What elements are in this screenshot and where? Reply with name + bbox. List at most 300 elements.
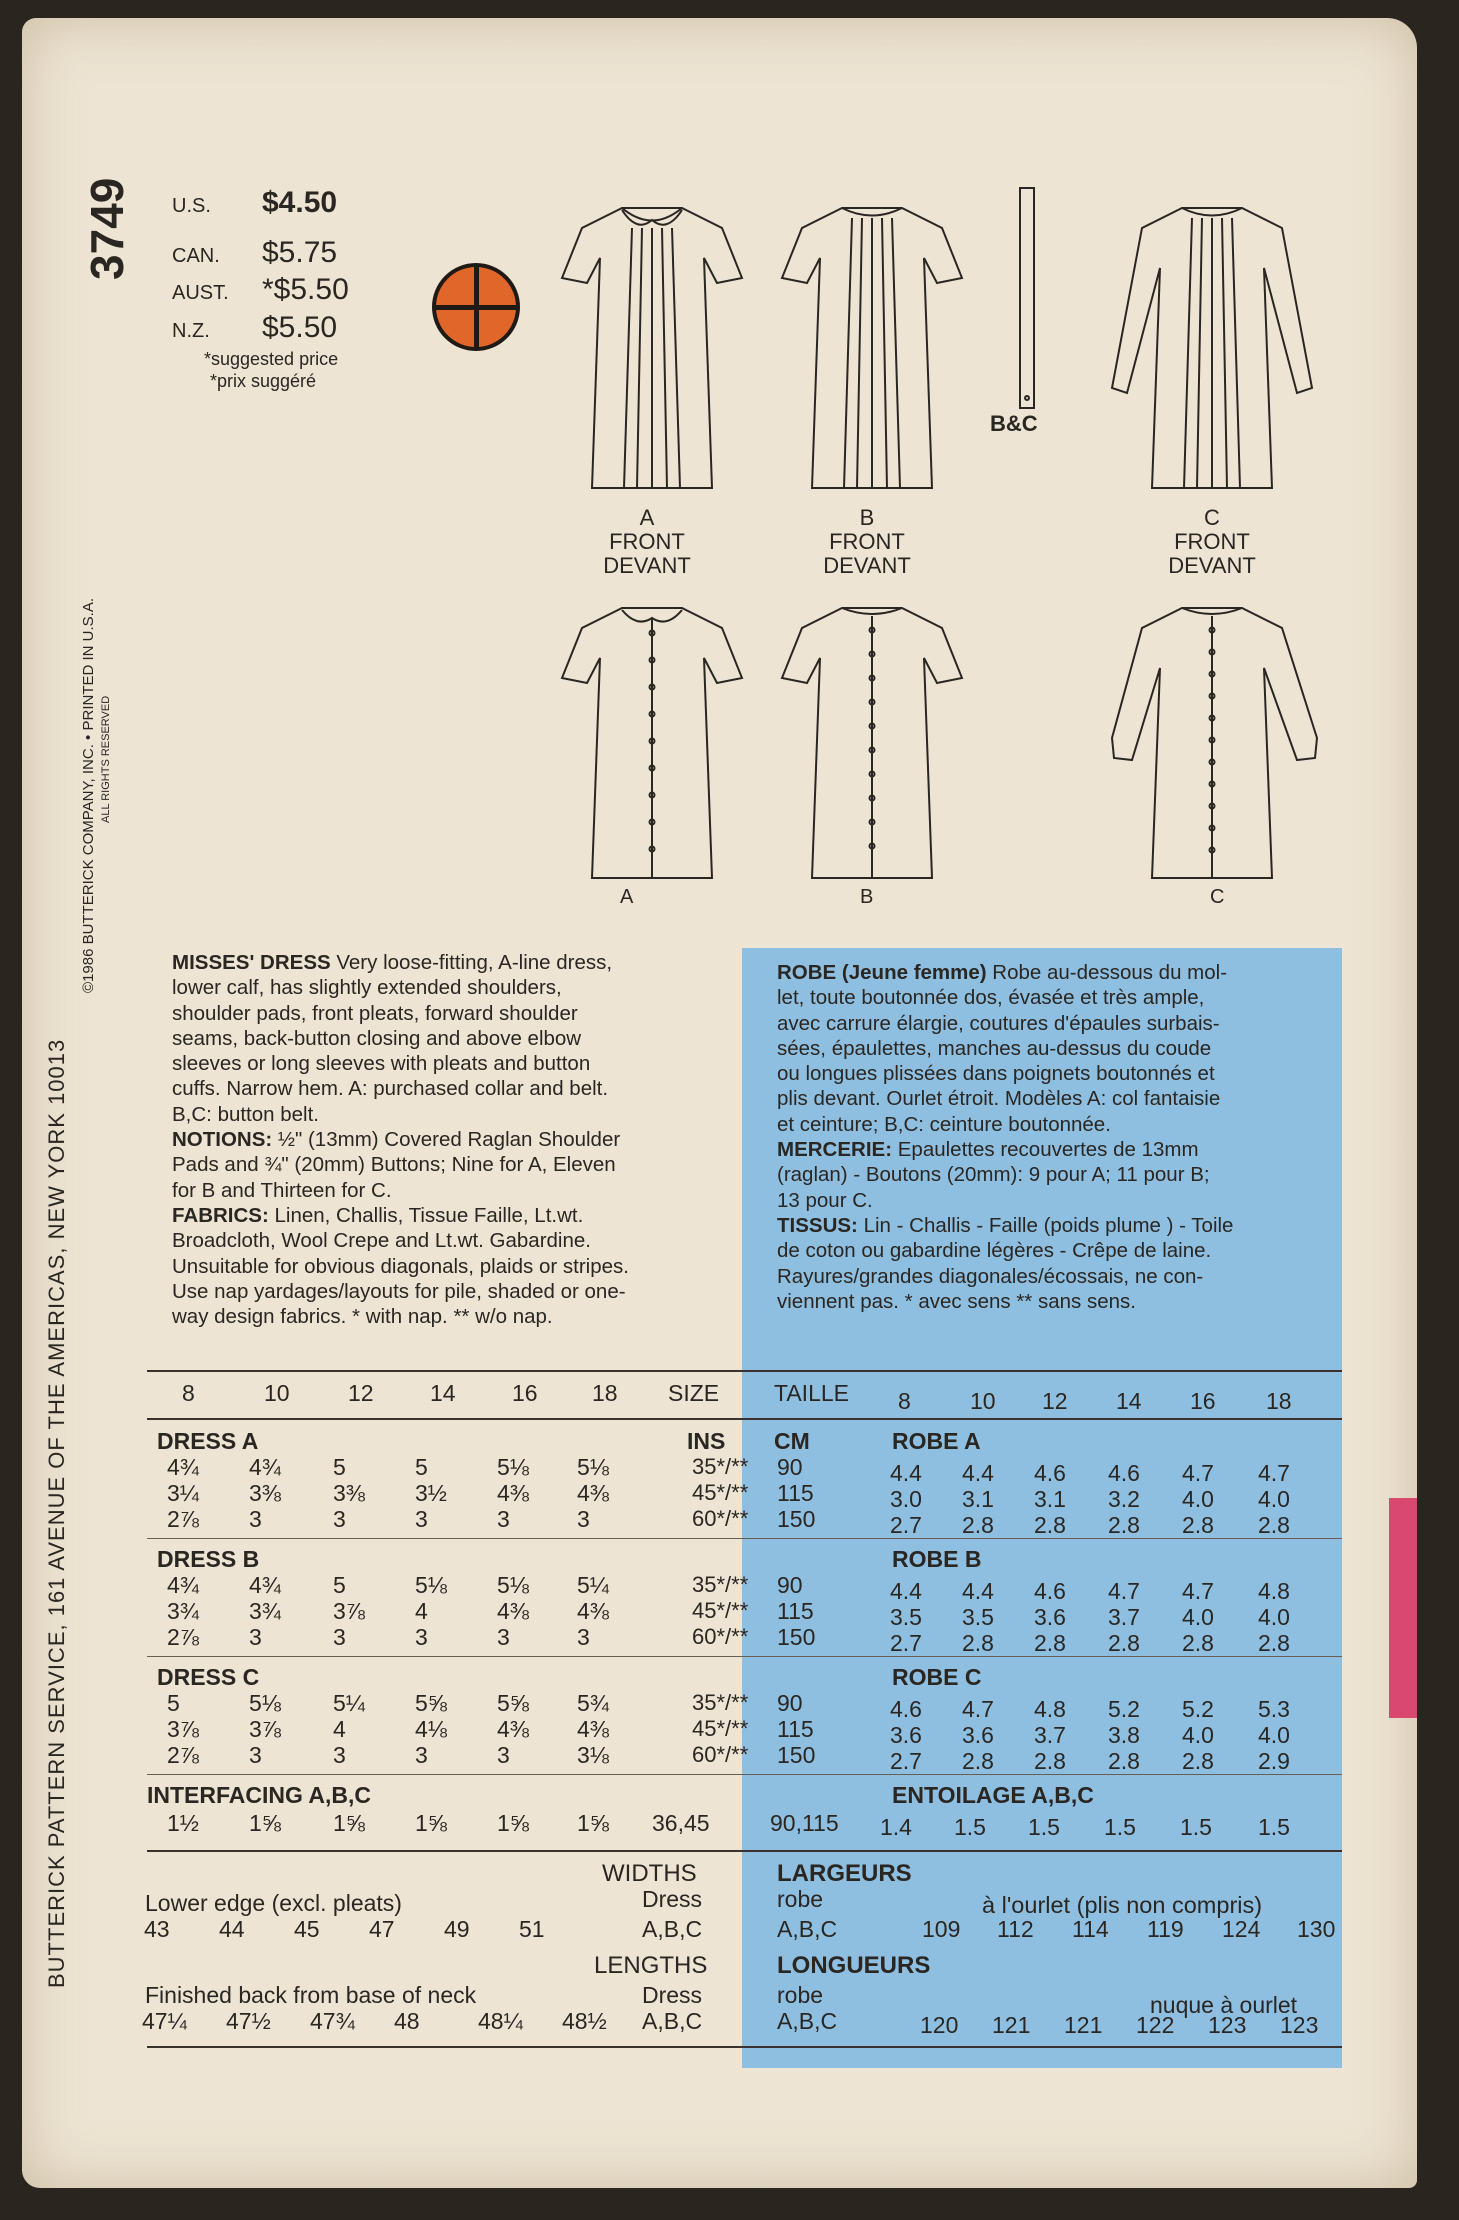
size-header-us: 18 [592, 1380, 618, 1406]
table-cell-fr: 1.5 [1258, 1814, 1290, 1840]
pattern-envelope-back [22, 18, 1417, 2188]
description-line [777, 1036, 1233, 1061]
side-copyright-text: ©1986 BUTTERICK COMPANY, INC. • PRINTED IN U.S.A. [80, 598, 97, 993]
taille-label: TAILLE [774, 1380, 849, 1406]
interfacing-title-fr: ENTOILAGE A,B,C [892, 1782, 1094, 1808]
table-cell-ins: 35*/** [692, 1690, 749, 1715]
price-us [172, 186, 337, 220]
belt-sketch [1012, 183, 1042, 423]
table-cell-us: 4⅜ [497, 1480, 529, 1506]
table-cell-us: 3 [577, 1624, 590, 1650]
table-rule [147, 1418, 1342, 1420]
table-cell-cm: 90 [777, 1454, 803, 1480]
description-line [172, 1001, 629, 1026]
table-cell-fr: 4.4 [962, 1460, 994, 1486]
table-cell-fr: 4.0 [1182, 1604, 1214, 1630]
table-cell-us: 5¾ [577, 1690, 609, 1716]
lengths-dress-fr: robe [777, 1982, 824, 2008]
table-cell-us: 3 [249, 1742, 262, 1768]
table-cell-us: 44 [219, 1916, 245, 1942]
view-letter: A [639, 505, 655, 530]
table-cell-fr: 2.8 [1258, 1630, 1290, 1656]
table-cell-us: 5⅛ [497, 1572, 529, 1598]
table-cell-us: 3¾ [249, 1598, 281, 1624]
table-cell-fr: 4.6 [1108, 1460, 1140, 1486]
section-title-en: DRESS A [157, 1428, 259, 1454]
table-cell-us: 48 [394, 2008, 420, 2034]
table-cell-us: 4 [333, 1716, 346, 1742]
view-a-front-label [567, 506, 727, 578]
widths-label-en: Lower edge (excl. pleats) [145, 1890, 402, 1916]
table-cell-fr: 2.8 [1034, 1630, 1066, 1656]
table-cell-us: 51 [519, 1916, 545, 1942]
description-line [777, 1264, 1233, 1289]
table-cell-us: 3⅞ [249, 1716, 281, 1742]
table-cell-fr: 109 [922, 1916, 961, 1942]
description-text: plis devant. Ourlet étroit. Modèles A: col fantaisie [777, 1087, 1221, 1111]
table-cell-fr: 2.7 [890, 1630, 922, 1656]
dress-c-back-sketch [1102, 588, 1332, 898]
description-line [777, 1061, 1233, 1086]
description-line [172, 1026, 629, 1051]
table-cell-us: 3 [415, 1624, 428, 1650]
table-cell-us: 3 [415, 1742, 428, 1768]
table-cell-us: 2⅞ [167, 1506, 199, 1532]
table-cell-cm: 90 [777, 1690, 803, 1716]
view-front: FRONT [609, 529, 685, 554]
table-cell-us: 3 [249, 1506, 262, 1532]
price-note [204, 348, 338, 392]
description-text: Rayures/grandes diagonales/écossais, ne con- [777, 1264, 1204, 1288]
dress-c-front-sketch [1102, 188, 1322, 518]
table-cell-fr: 119 [1147, 1916, 1184, 1942]
description-line [172, 1076, 629, 1101]
view-c-back-label: C [1210, 886, 1225, 908]
table-cell-us: 3¼ [167, 1480, 199, 1506]
lengths-label-fr: nuque à ourlet [1150, 1992, 1298, 2018]
table-cell-fr: 3.6 [1034, 1604, 1066, 1630]
description-heading: TISSUS: [777, 1213, 858, 1237]
size-header-fr: 14 [1116, 1388, 1142, 1414]
table-cell-us: 3 [497, 1742, 510, 1768]
size-header-fr: 18 [1266, 1388, 1292, 1414]
size-header-us: 8 [182, 1380, 195, 1406]
description-heading: MERCERIE: [777, 1138, 893, 1162]
price-aust [172, 273, 349, 307]
side-publisher-text: BUTTERICK PATTERN SERVICE, 161 AVENUE OF THE AMERICAS, NEW YORK 10013 [44, 1038, 69, 1988]
table-cell-fr: 2.8 [1182, 1512, 1214, 1538]
table-cell-fr: 124 [1222, 1916, 1261, 1942]
description-text: way design fabrics. * with nap. ** w/o nap. [172, 1305, 553, 1329]
table-cell-us: 5⅛ [415, 1572, 447, 1598]
description-text: Use nap yardages/layouts for pile, shaded or one- [172, 1279, 626, 1303]
table-cell-cm: 150 [777, 1624, 816, 1650]
view-devant: DEVANT [823, 553, 911, 578]
table-cell-us: 3 [415, 1506, 428, 1532]
table-cell-us: 1⅝ [497, 1810, 529, 1836]
table-cell-fr: 3.8 [1108, 1722, 1140, 1748]
description-line [777, 985, 1233, 1010]
table-cell-fr: 2.8 [1258, 1512, 1290, 1538]
description-text: viennent pas. * avec sens ** sans sens. [777, 1289, 1136, 1313]
table-cell-fr: 1.5 [1104, 1814, 1136, 1840]
description-text: ½" (13mm) Covered Raglan Shoulder [272, 1128, 621, 1152]
table-rule [147, 2046, 1342, 2048]
table-cell-cm: 115 [777, 1598, 814, 1624]
description-line [172, 1279, 629, 1304]
table-cell-fr: 5.3 [1258, 1696, 1290, 1722]
table-cell-fr: 4.8 [1034, 1696, 1066, 1722]
description-line [777, 1112, 1233, 1137]
table-cell-us: 43 [144, 1916, 170, 1942]
view-letter: C [1204, 505, 1220, 530]
table-cell-us: 4¾ [249, 1572, 281, 1598]
table-cell-us: 4⅜ [497, 1716, 529, 1742]
description-text: (raglan) - Boutons (20mm): 9 pour A; 11 pour B; [777, 1163, 1210, 1187]
table-cell-fr: 3.0 [890, 1486, 922, 1512]
description-text: avec carrure élargie, coutures d'épaules surbais- [777, 1011, 1220, 1035]
table-cell-us: 47¾ [310, 2008, 355, 2034]
table-cell-us: 1⅝ [577, 1810, 609, 1836]
description-text: sleeves or long sleeves with pleats and button [172, 1052, 591, 1076]
lengths-views-en: A,B,C [642, 2008, 703, 2034]
description-text: let, toute boutonnée dos, évasée et très ample, [777, 986, 1205, 1010]
size-header-fr: 10 [970, 1388, 996, 1414]
table-cell-fr: 3.5 [890, 1604, 922, 1630]
description-line [172, 1152, 629, 1177]
table-cell-fr: 3.2 [1108, 1486, 1140, 1512]
size-label: SIZE [668, 1380, 720, 1406]
description-text: for B and Thirteen for C. [172, 1178, 392, 1202]
table-cell-us: 1⅝ [249, 1810, 281, 1836]
view-front: FRONT [1174, 529, 1250, 554]
table-cell-fr: 1.5 [1028, 1814, 1060, 1840]
description-text: shoulder pads, front pleats, forward shoulder [172, 1001, 578, 1025]
belt-label: B&C [990, 411, 1038, 436]
price-note-fr: *prix suggéré [210, 371, 317, 391]
table-cell-fr: 3.1 [1034, 1486, 1066, 1512]
widths-title: WIDTHS [602, 1860, 697, 1887]
table-cell-fr: 4.4 [890, 1578, 922, 1604]
size-header-us: 16 [512, 1380, 538, 1406]
description-line [777, 1011, 1233, 1036]
table-cell-fr: 2.8 [962, 1748, 994, 1774]
price-value: $4.50 [262, 186, 338, 219]
description-text: Pads and ¾" (20mm) Buttons; Nine for A, Eleven [172, 1153, 616, 1177]
table-cell-cm: 150 [777, 1742, 816, 1768]
table-rule [147, 1656, 1342, 1657]
description-text: de coton ou gabardine légères - Crêpe de laine. [777, 1239, 1212, 1263]
widths-dress-fr: robe [777, 1886, 824, 1912]
table-cell-fr: 4.0 [1258, 1722, 1290, 1748]
table-cell-us: 5 [333, 1572, 346, 1598]
widths-dress-en: Dress [642, 1886, 703, 1912]
table-cell-us: 5⅝ [497, 1690, 529, 1716]
table-cell-us: 47¼ [142, 2008, 187, 2034]
table-cell-fr: 2.8 [1108, 1748, 1140, 1774]
lengths-dress-en: Dress [642, 1982, 703, 2008]
table-cell-fr: 121 [1064, 2012, 1103, 2038]
table-cell-fr: 4.4 [890, 1460, 922, 1486]
table-cell-us: 47½ [226, 2008, 271, 2034]
table-cell-ins: 45*/** [692, 1598, 749, 1623]
description-text: Linen, Challis, Tissue Faille, Lt.wt. [268, 1203, 584, 1227]
size-header-us: 12 [348, 1380, 374, 1406]
table-cell-us: 48½ [562, 2008, 607, 2034]
description-line [172, 1304, 629, 1329]
view-letter: B [859, 505, 875, 530]
table-cell-us: 5⅛ [497, 1454, 529, 1480]
table-cell-fr: 123 [1208, 2012, 1247, 2038]
table-cell-us: 5 [333, 1454, 346, 1480]
table-cell-ins: 35*/** [692, 1572, 749, 1597]
table-cell-fr: 122 [1136, 2012, 1175, 2038]
section-title-fr: ROBE C [892, 1664, 982, 1690]
table-cell-fr: 4.4 [962, 1578, 994, 1604]
table-cell-us: 3¾ [167, 1598, 199, 1624]
description-text: Epaulettes recouvertes de 13mm [892, 1138, 1199, 1162]
section-title-fr: ROBE B [892, 1546, 982, 1572]
description-text: 13 pour C. [777, 1188, 873, 1212]
table-cell-fr: 121 [992, 2012, 1031, 2038]
side-rights-text: ALL RIGHTS RESERVED [100, 695, 112, 823]
table-cell-us: 4⅛ [415, 1716, 447, 1742]
size-header-us: 10 [264, 1380, 290, 1406]
table-cell-us: 48¼ [478, 2008, 523, 2034]
lengths-label-en: Finished back from base of neck [145, 1982, 477, 2008]
description-heading: MISSES' DRESS [172, 951, 331, 974]
table-cell-fr: 3.5 [962, 1604, 994, 1630]
table-cell-fr: 1.5 [954, 1814, 986, 1840]
table-cell-fr: 3.6 [890, 1722, 922, 1748]
description-text: Lin - Challis - Faille (poids plume ) - Toile [857, 1213, 1234, 1237]
description-line [777, 960, 1233, 985]
table-cell-ins: 35*/** [692, 1454, 749, 1479]
table-cell-fr: 2.8 [1182, 1630, 1214, 1656]
longueurs-title: LONGUEURS [777, 1952, 931, 1979]
table-cell-fr: 5.2 [1108, 1696, 1140, 1722]
table-cell-us: 4⅜ [577, 1480, 609, 1506]
description-text: Broadcloth, Wool Crepe and Lt.wt. Gabardine. [172, 1229, 591, 1253]
section-title-en: DRESS C [157, 1664, 260, 1690]
table-cell-fr: 5.2 [1182, 1696, 1214, 1722]
description-line [777, 1137, 1233, 1162]
table-cell-us: 3⅛ [577, 1742, 609, 1768]
description-line [172, 975, 629, 1000]
table-cell-us: 5¼ [577, 1572, 609, 1598]
table-cell-fr: 4.0 [1258, 1604, 1290, 1630]
table-cell-fr: 4.6 [1034, 1578, 1066, 1604]
pink-edge-strip [1389, 1498, 1417, 1718]
table-cell-fr: 2.8 [1182, 1748, 1214, 1774]
table-cell-us: 4⅜ [577, 1598, 609, 1624]
description-heading: ROBE (Jeune femme) [777, 961, 987, 984]
price-label: N.Z. [172, 320, 210, 342]
table-cell-us: 3 [333, 1624, 346, 1650]
description-french [777, 960, 1233, 1314]
table-cell-us: 5¼ [333, 1690, 365, 1716]
table-cell-fr: 4.0 [1182, 1486, 1214, 1512]
view-front: FRONT [829, 529, 905, 554]
table-cell-us: 3⅞ [167, 1716, 199, 1742]
view-a-back-label: A [620, 886, 634, 908]
table-cell-us: 3 [497, 1624, 510, 1650]
description-line [777, 1086, 1233, 1111]
table-cell-cm: 115 [777, 1716, 814, 1742]
view-devant: DEVANT [603, 553, 691, 578]
table-cell-fr: 2.7 [890, 1512, 922, 1538]
table-cell-fr: 1.5 [1180, 1814, 1212, 1840]
widths-label-fr: à l'ourlet (plis non compris) [982, 1892, 1263, 1918]
section-title-en: DRESS B [157, 1546, 260, 1572]
description-line [172, 950, 629, 975]
table-cell-fr: 4.7 [1108, 1578, 1140, 1604]
table-cell-fr: 112 [997, 1916, 1034, 1942]
table-cell-us: 5 [167, 1690, 180, 1716]
table-cell-us: 4⅜ [497, 1598, 529, 1624]
table-cell-fr: 4.8 [1258, 1578, 1290, 1604]
table-cell-ins: 60*/** [692, 1506, 749, 1531]
table-cell-us: 4¾ [249, 1454, 281, 1480]
cm-label: CM [774, 1428, 810, 1454]
price-value: $5.50 [262, 311, 338, 344]
description-text: ou longues plissées dans poignets boutonnés et [777, 1062, 1215, 1086]
description-line [172, 1102, 629, 1127]
table-cell-us: 3 [333, 1506, 346, 1532]
price-value: $5.75 [262, 236, 338, 269]
table-cell-fr: 3.7 [1034, 1722, 1066, 1748]
table-cell-ins: 45*/** [692, 1480, 749, 1505]
table-cell-ins: 36,45 [652, 1810, 710, 1836]
view-b-front-label [787, 506, 947, 578]
crosshair-symbol-icon [432, 263, 520, 351]
table-cell-us: 3⅜ [333, 1480, 365, 1506]
table-cell-us: 4¾ [167, 1572, 199, 1598]
dress-a-back-sketch [542, 588, 762, 898]
interfacing-title-en: INTERFACING A,B,C [147, 1782, 372, 1808]
table-cell-us: 3 [577, 1506, 590, 1532]
dress-b-front-sketch [762, 188, 982, 518]
table-cell-fr: 4.7 [1258, 1460, 1290, 1486]
dress-a-front-sketch [542, 188, 762, 518]
description-line [777, 1188, 1233, 1213]
table-cell-fr: 3.7 [1108, 1604, 1140, 1630]
table-cell-us: 3⅜ [249, 1480, 281, 1506]
largeurs-title: LARGEURS [777, 1860, 912, 1887]
table-cell-us: 4 [415, 1598, 428, 1624]
table-cell-us: 1⅝ [333, 1810, 365, 1836]
table-rule [147, 1538, 1342, 1539]
table-cell-ins: 60*/** [692, 1742, 749, 1767]
table-cell-fr: 4.0 [1182, 1722, 1214, 1748]
table-cell-cm: 115 [777, 1480, 814, 1506]
description-text: cuffs. Narrow hem. A: purchased collar and belt. [172, 1077, 609, 1101]
pattern-number: 3749 [81, 177, 133, 280]
table-cell-ins: 45*/** [692, 1716, 749, 1741]
table-cell-cm: 150 [777, 1506, 816, 1532]
view-c-front-label [1132, 506, 1292, 578]
table-cell-us: 5⅛ [249, 1690, 281, 1716]
ins-label: INS [687, 1428, 726, 1454]
description-heading: FABRICS: [172, 1203, 269, 1227]
description-english [172, 950, 629, 1329]
description-text: B,C: button belt. [172, 1102, 320, 1126]
widths-views-en: A,B,C [642, 1916, 703, 1942]
table-cell-cm: 90,115 [770, 1810, 839, 1836]
table-cell-cm: 90 [777, 1572, 803, 1598]
view-b-back-label: B [860, 886, 874, 908]
description-line [777, 1162, 1233, 1187]
table-rule [147, 1370, 1342, 1372]
table-cell-fr: 4.7 [1182, 1578, 1214, 1604]
description-text: sées, épaulettes, manches au-dessus du coude [777, 1036, 1212, 1060]
description-text: Very loose-fitting, A-line dress, [330, 951, 613, 974]
dress-b-back-sketch [762, 588, 982, 898]
table-cell-us: 2⅞ [167, 1624, 199, 1650]
table-cell-fr: 3.1 [962, 1486, 994, 1512]
description-text: lower calf, has slightly extended shoulders, [172, 976, 562, 1000]
price-label: U.S. [172, 195, 211, 217]
description-line [777, 1213, 1233, 1238]
table-cell-fr: 123 [1280, 2012, 1319, 2038]
table-cell-fr: 4.6 [890, 1696, 922, 1722]
table-cell-us: 4¾ [167, 1454, 199, 1480]
table-cell-us: 45 [294, 1916, 320, 1942]
table-cell-us: 5⅛ [577, 1454, 609, 1480]
description-line [172, 1051, 629, 1076]
description-line [172, 1203, 629, 1228]
price-label: AUST. [172, 282, 229, 304]
table-cell-fr: 2.8 [962, 1512, 994, 1538]
description-line [172, 1127, 629, 1152]
table-cell-fr: 4.6 [1034, 1460, 1066, 1486]
description-line [777, 1289, 1233, 1314]
table-cell-us: 3½ [415, 1480, 447, 1506]
table-rule [147, 1850, 1342, 1852]
table-cell-fr: 2.8 [1108, 1512, 1140, 1538]
section-title-fr: ROBE A [892, 1428, 981, 1454]
description-heading: NOTIONS: [172, 1128, 273, 1152]
table-cell-fr: 2.7 [890, 1748, 922, 1774]
price-label: CAN. [172, 245, 220, 267]
table-cell-fr: 2.8 [1108, 1630, 1140, 1656]
table-rule [147, 1774, 1342, 1775]
table-cell-us: 5 [415, 1454, 428, 1480]
description-line [172, 1254, 629, 1279]
size-header-fr: 16 [1190, 1388, 1216, 1414]
table-cell-fr: 4.7 [962, 1696, 994, 1722]
size-header-us: 14 [430, 1380, 456, 1406]
table-cell-fr: 120 [920, 2012, 959, 2038]
description-line [172, 1178, 629, 1203]
table-cell-fr: 1.4 [880, 1814, 912, 1840]
table-cell-fr: 130 [1297, 1916, 1336, 1942]
table-cell-fr: 4.7 [1182, 1460, 1214, 1486]
table-cell-us: 2⅞ [167, 1742, 199, 1768]
description-text: et ceinture; B,C: ceinture boutonnée. [777, 1112, 1111, 1136]
table-cell-us: 3 [497, 1506, 510, 1532]
size-header-fr: 8 [898, 1388, 911, 1414]
price-value: *$5.50 [262, 273, 349, 306]
widths-views-fr: A,B,C [777, 1916, 838, 1942]
table-cell-us: 47 [369, 1916, 395, 1942]
description-text: Robe au-dessous du mol- [986, 961, 1228, 984]
table-cell-fr: 2.8 [1034, 1512, 1066, 1538]
table-cell-us: 3⅞ [333, 1598, 365, 1624]
table-cell-us: 4⅜ [577, 1716, 609, 1742]
table-cell-fr: 4.0 [1258, 1486, 1290, 1512]
table-cell-us: 1⅝ [415, 1810, 447, 1836]
